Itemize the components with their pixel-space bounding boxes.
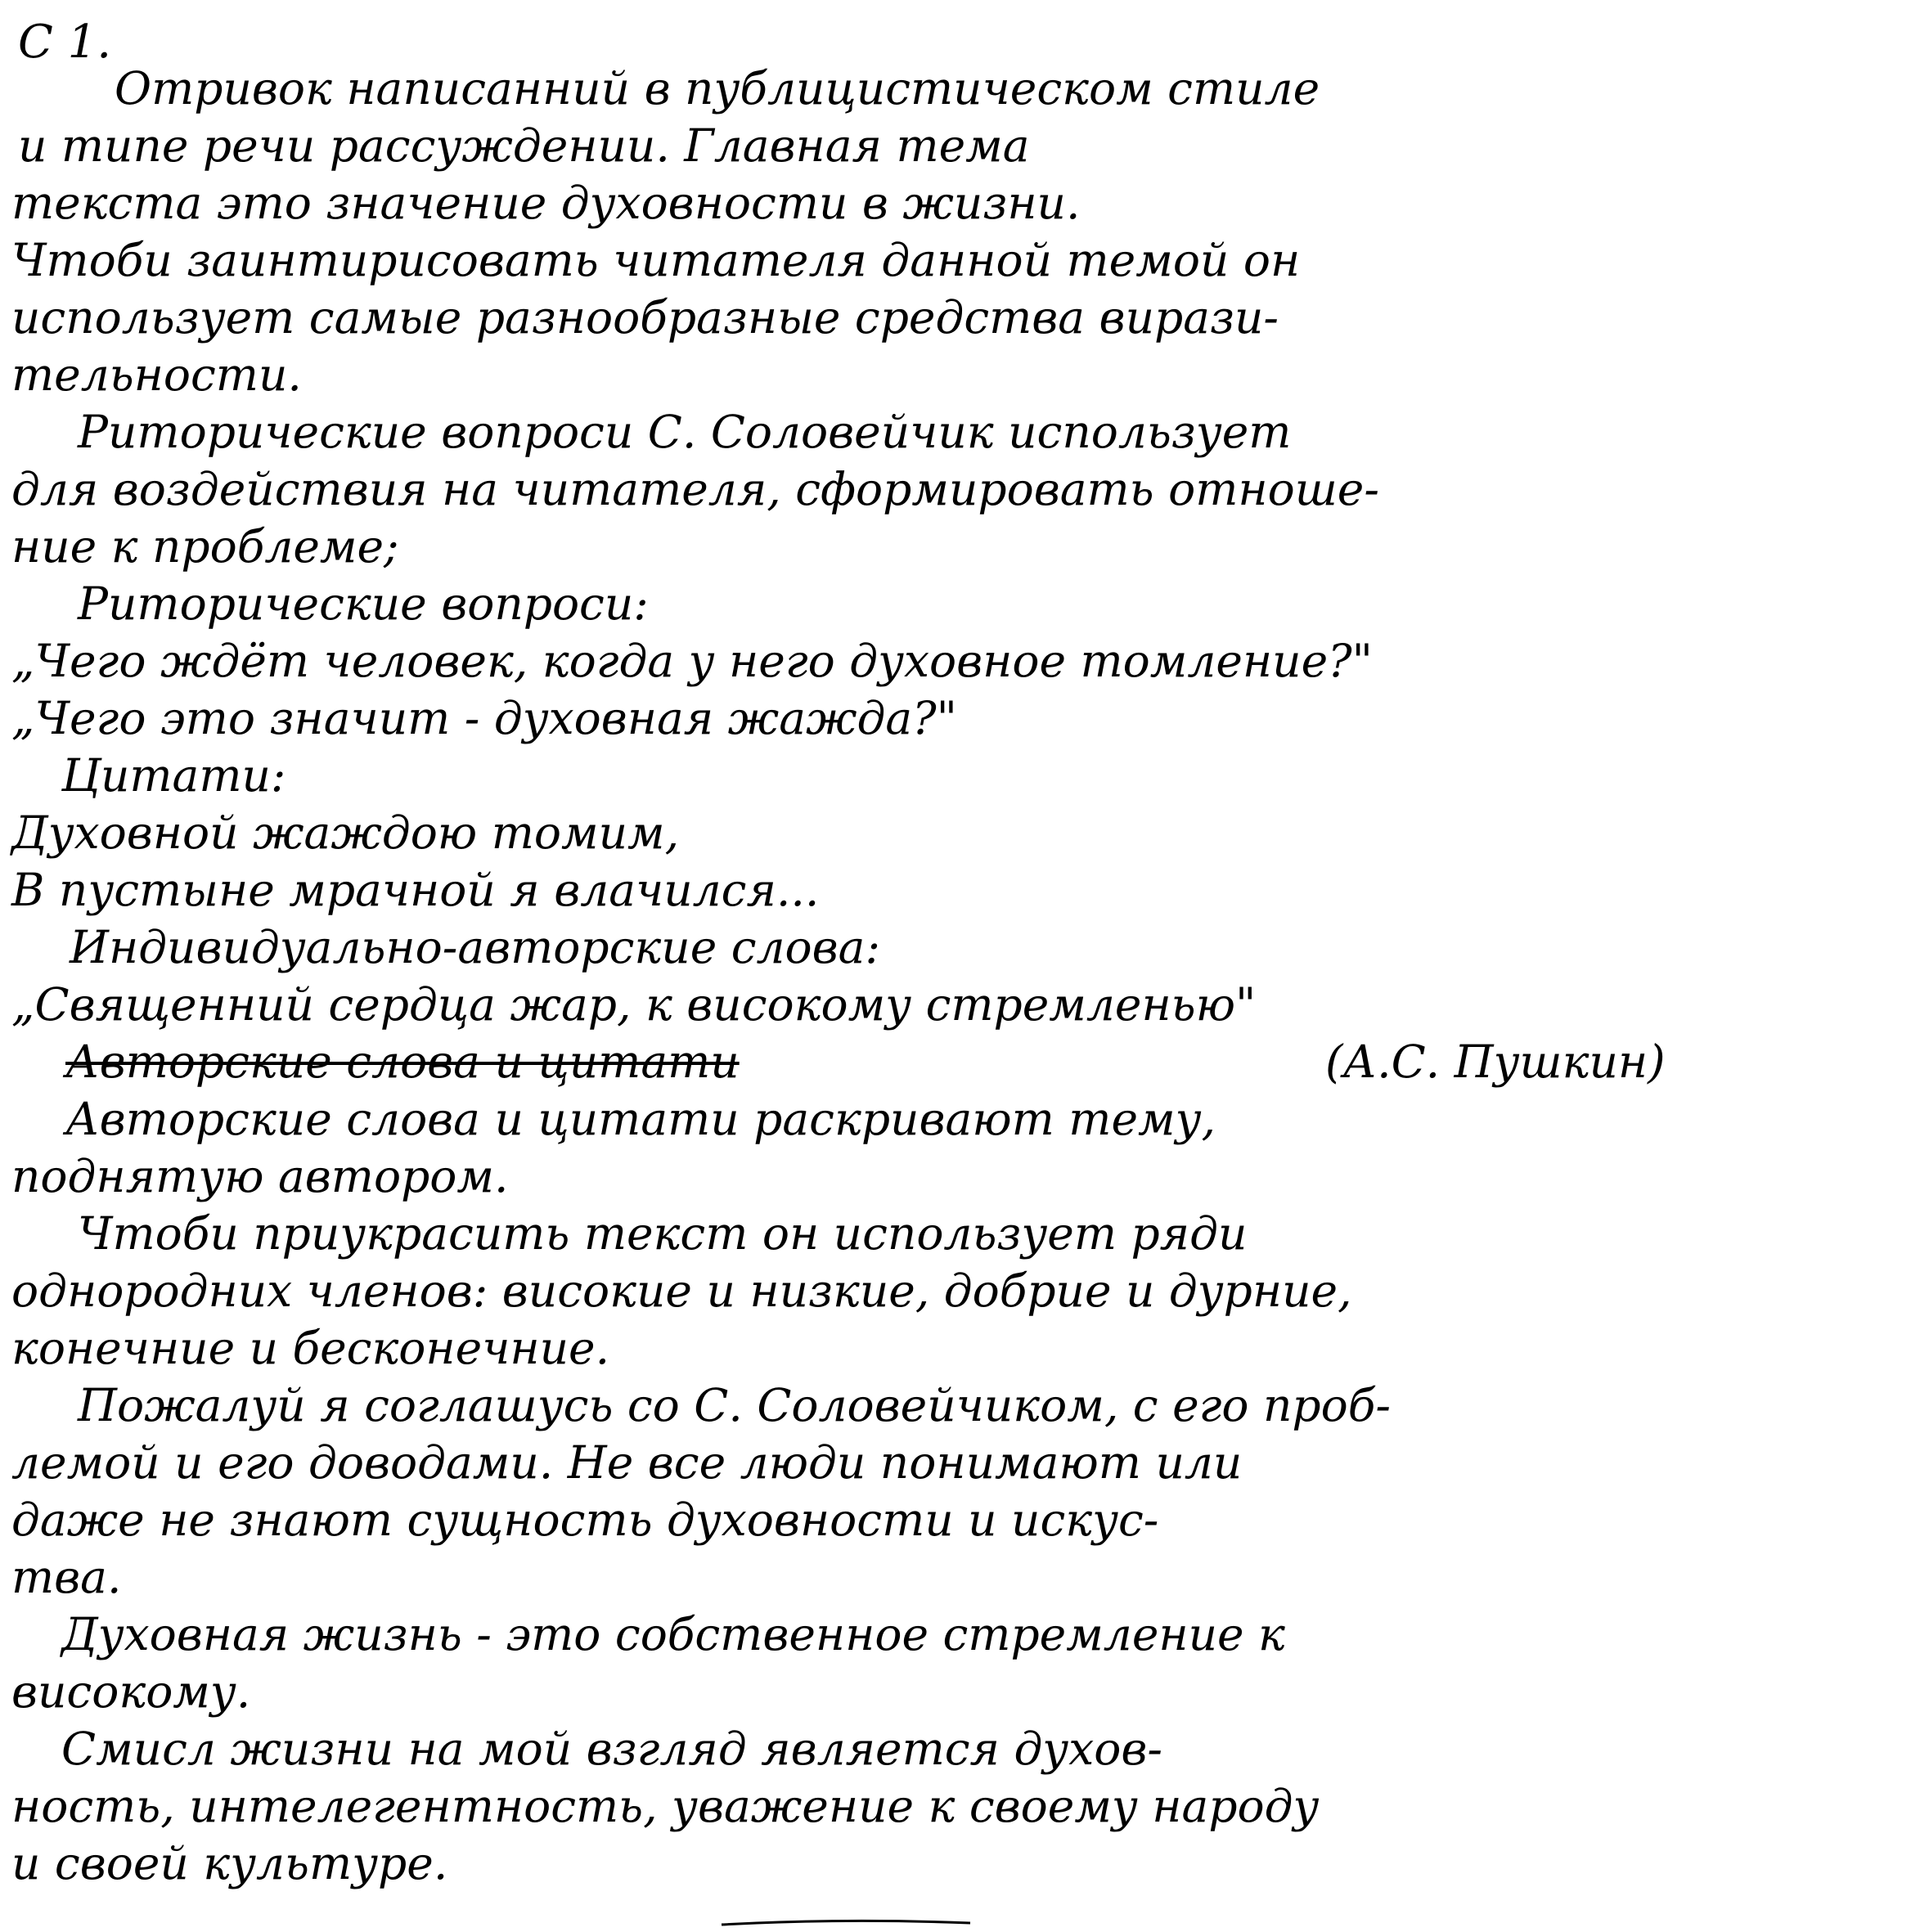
text-line-22: однородних членов: високие и низкие, добрие и дурние, xyxy=(11,1265,1352,1317)
text-line-29: високому. xyxy=(11,1665,251,1718)
text-line-12: „Чего это значит - духовная жажда?" xyxy=(11,692,957,744)
text-line-21: Чтоби приукрасить текст он использует ряди xyxy=(78,1207,1248,1260)
text-line-16: Индивидуально-авторские слова: xyxy=(70,921,880,973)
text-line-27: тва. xyxy=(11,1551,122,1603)
task-heading: С 1. xyxy=(18,16,112,69)
closing-underline-stroke xyxy=(720,1916,973,1926)
text-line-05: использует самые разнообразные средства вирази- xyxy=(11,291,1279,344)
text-line-19: Авторские слова и цитати раскривают тему, xyxy=(65,1093,1216,1145)
pushkin-attribution: (А.С. Пушкин) xyxy=(1325,1036,1666,1088)
text-line-02: и типе речи рассуждении. Главная тема xyxy=(18,119,1030,172)
text-line-08: для воздействия на читателя, сформировать отноше- xyxy=(11,463,1379,515)
text-line-09: ние к проблеме; xyxy=(11,520,399,573)
text-line-06: тельности. xyxy=(11,348,302,401)
text-line-04: Чтоби заинтирисовать читателя данной темой он xyxy=(11,234,1301,286)
text-line-25: лемой и его доводами. Не все люди понимают или xyxy=(11,1436,1243,1489)
text-line-28: Духовная жизнь - это собственное стремление к xyxy=(61,1608,1285,1660)
text-line-26: даже не знают сущность духовности и искус- xyxy=(11,1494,1159,1546)
struck-out-text-line: Авторские слова и цитати xyxy=(65,1036,740,1088)
text-line-30: Смисл жизни на мой взгляд является духов- xyxy=(61,1723,1162,1775)
text-line-17: „Священний сердца жар, к високому стремленью" xyxy=(11,978,1257,1031)
text-line-03: текста это значение духовности в жизни. xyxy=(11,177,1081,229)
text-line-24: Пожалуй я соглашусь со С. Соловейчиком, с его проб- xyxy=(78,1379,1391,1431)
text-line-31: ность, интелегентность, уважение к своему народу xyxy=(11,1780,1320,1832)
text-line-15: В пустыне мрачной я влачился... xyxy=(11,864,820,916)
text-line-32: и своей культуре. xyxy=(11,1837,448,1889)
text-line-20: поднятую автором. xyxy=(11,1150,509,1202)
text-line-13: Цитати: xyxy=(61,749,286,802)
text-line-23: конечние и бесконечние. xyxy=(11,1322,610,1374)
text-line-10: Риторические вопроси: xyxy=(78,577,649,630)
text-line-11: „Чего ждёт человек, когда у него духовное томление?" xyxy=(11,635,1373,687)
text-line-01: Отривок написанний в публицистическом стиле xyxy=(115,62,1320,115)
text-line-14: Духовной жаждою томим, xyxy=(11,806,680,859)
text-line-07: Риторические вопроси С. Соловейчик использует xyxy=(78,406,1292,458)
